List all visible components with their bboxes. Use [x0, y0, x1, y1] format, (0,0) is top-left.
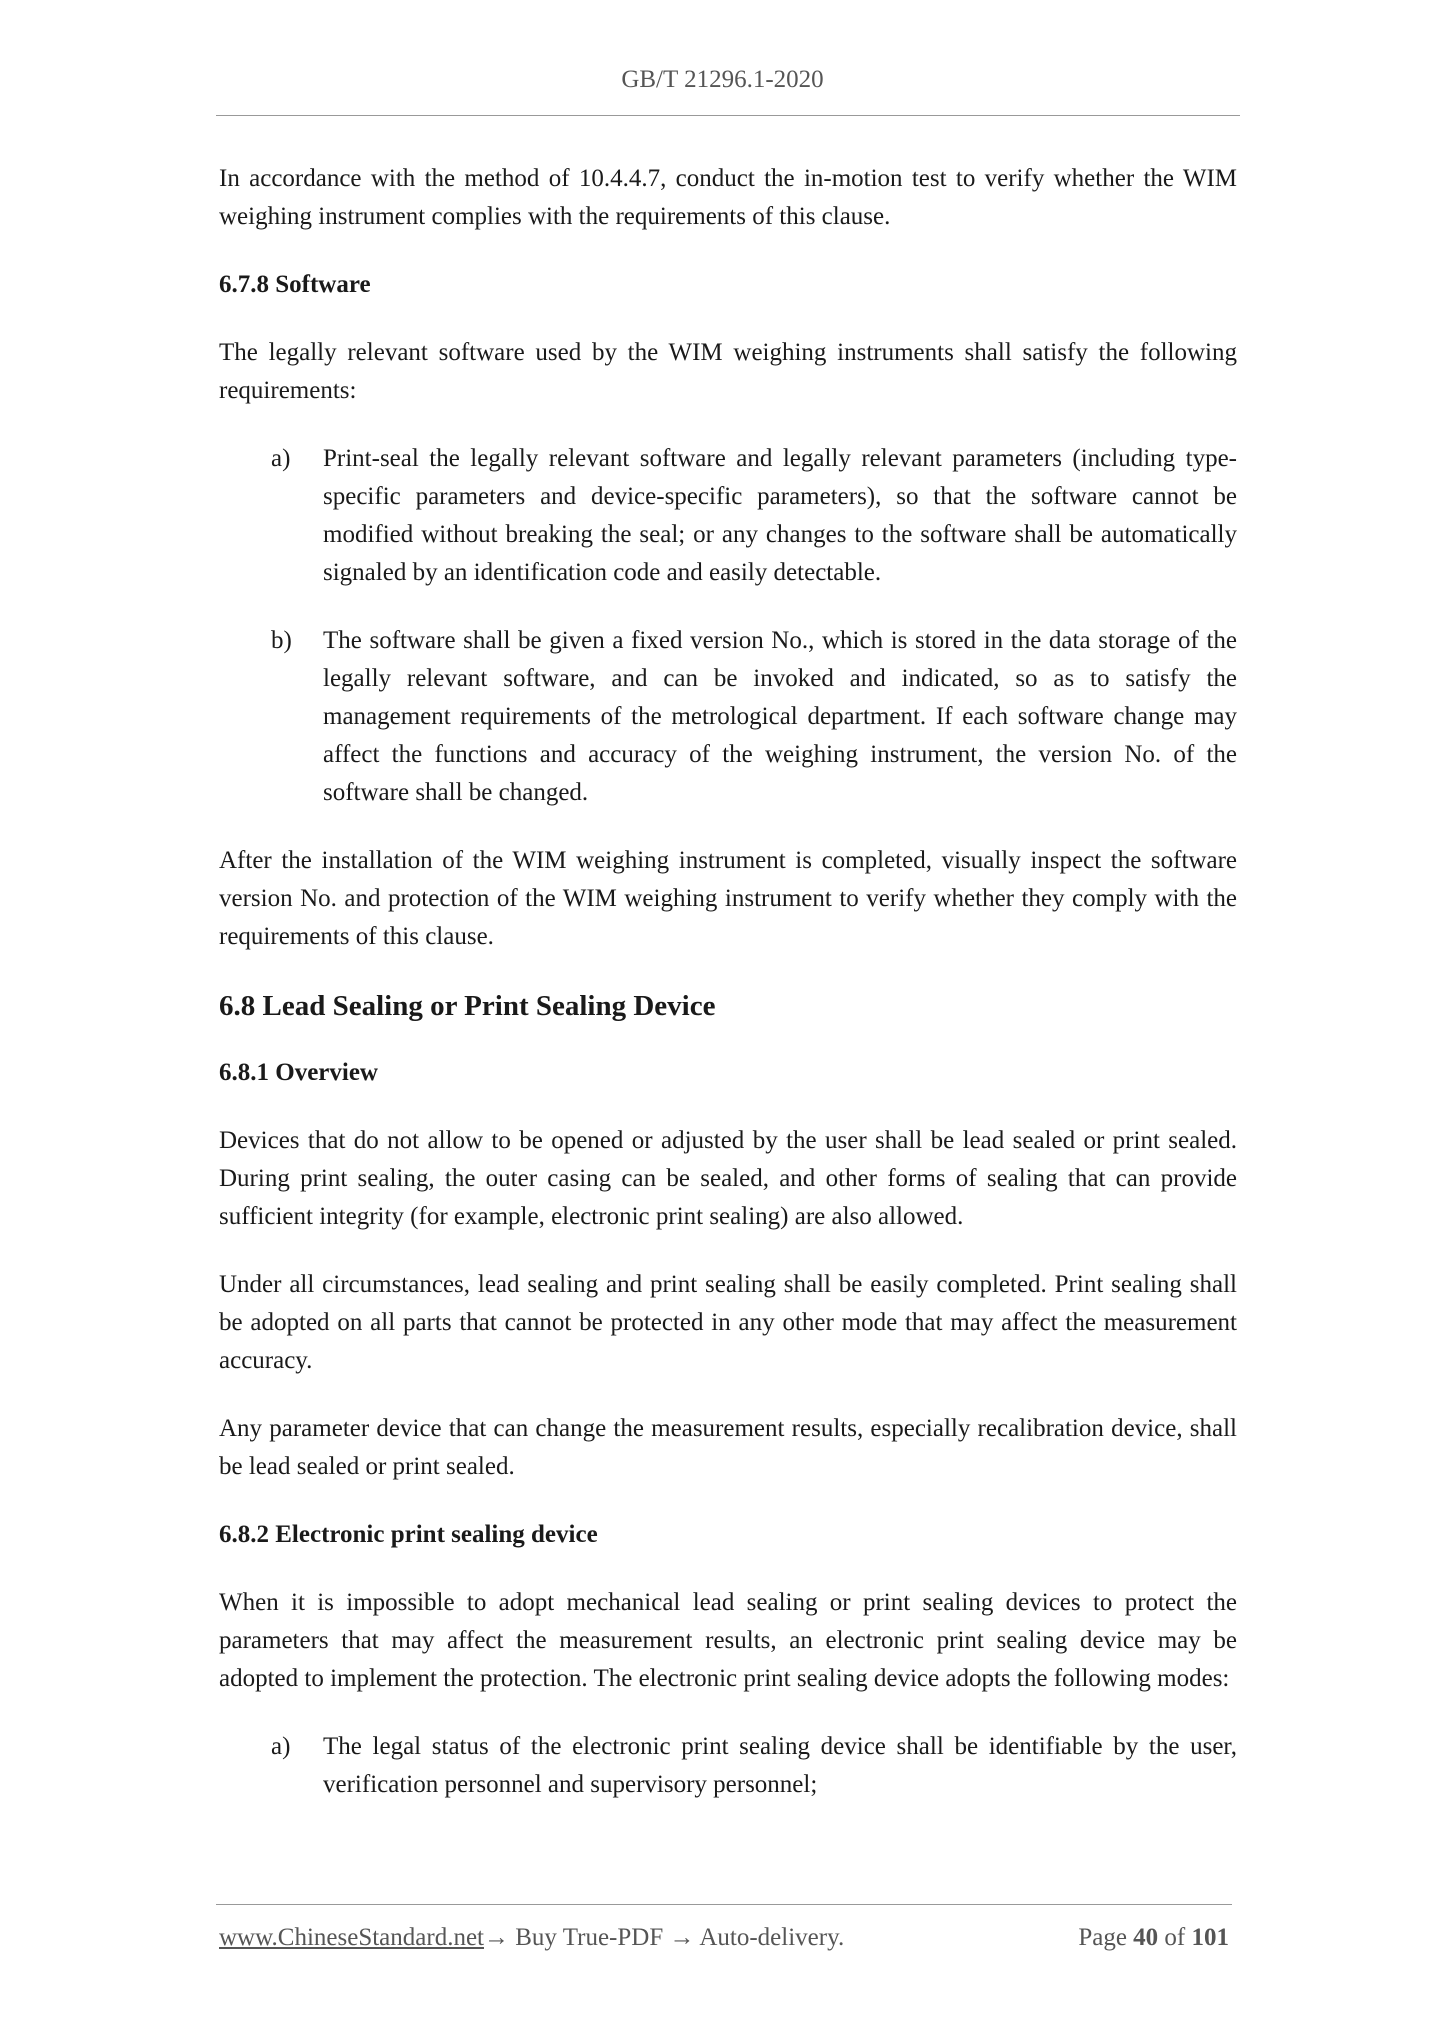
list-item	[219, 440, 1237, 592]
list-item-text: Print-seal the legally relevant software and legally relevant parameters (including type-specific parameters and device-specific parameters), so that the software cannot be modified without breaking the seal; or any changes to the software shall be automatically signaled by an identification code and easily detectable.	[323, 445, 1237, 586]
footer-delivery-text: Auto-delivery.	[694, 1924, 845, 1951]
paragraph-visual-inspection: After the installation of the WIM weighing instrument is completed, visually inspect the software version No. and protection of the WIM weighing instrument to verify whether they comply with the requirements of this clause.	[219, 847, 1237, 950]
paragraph-electronic-sealing: When it is impossible to adopt mechanical lead sealing or print sealing devices to protect the parameters that may affect the measurement results, an electronic print sealing device may be adopted to implement the protection. The electronic print sealing device adopts the following modes:	[219, 1589, 1237, 1692]
footer-divider	[216, 1904, 1232, 1905]
footer-promo	[219, 1924, 844, 1952]
paragraph-sealing-circumstances: Under all circumstances, lead sealing and print sealing shall be easily completed. Print sealing shall be adopted on all parts that cannot be protected in any other mode that may affect the measurement accuracy.	[219, 1271, 1237, 1374]
page-current: 40	[1133, 1924, 1159, 1951]
list-item-text: The software shall be given a fixed version No., which is stored in the data storage of the legally relevant software, and can be invoked and indicated, so as to satisfy the management requirements of the metrological department. If each software change may affect the functions and accuracy of the weighing instrument, the version No. of the software shall be changed.	[323, 627, 1237, 806]
document-body	[219, 160, 1237, 1834]
list-item-label: a)	[271, 1733, 291, 1760]
page-label: Page	[1078, 1924, 1134, 1951]
page-total: 101	[1191, 1924, 1229, 1951]
chinese-standard-link[interactable]: www.ChineseStandard.net	[219, 1924, 484, 1951]
section-heading-6-8: 6.8 Lead Sealing or Print Sealing Device	[219, 990, 716, 1022]
list-item-label: a)	[271, 445, 291, 472]
paragraph-sealing-devices: Devices that do not allow to be opened or adjusted by the user shall be lead sealed or print sealed. During print sealing, the outer casing can be sealed, and other forms of sealing that can provide sufficient integrity (for example, electronic print sealing) are also allowed.	[219, 1127, 1237, 1230]
list-item	[219, 1728, 1237, 1804]
paragraph-parameter-device: Any parameter device that can change the measurement results, especially recalibration device, shall be lead sealed or print sealed.	[219, 1415, 1237, 1480]
page-of-label: of	[1158, 1924, 1192, 1951]
paragraph-in-motion-test: In accordance with the method of 10.4.4.7, conduct the in-motion test to verify whether the WIM weighing instrument complies with the requirements of this clause.	[219, 165, 1237, 230]
section-heading-6-7-8: 6.7.8 Software	[219, 271, 371, 298]
list-item-text: The legal status of the electronic print sealing device shall be identifiable by the user, verification personnel and supervisory personnel;	[323, 1733, 1237, 1798]
document-header-title: GB/T 21296.1-2020	[621, 66, 824, 93]
header-divider	[216, 115, 1240, 116]
arrow-right-icon: →	[669, 1924, 695, 1951]
page-indicator	[1078, 1924, 1229, 1952]
section-heading-6-8-2: 6.8.2 Electronic print sealing device	[219, 1521, 598, 1548]
list-item	[219, 622, 1237, 812]
arrow-right-icon: →	[484, 1924, 509, 1951]
section-heading-6-8-1: 6.8.1 Overview	[219, 1059, 378, 1086]
list-item-label: b)	[271, 627, 292, 654]
footer-buy-text: Buy True-PDF	[509, 1924, 670, 1951]
paragraph-software-requirements: The legally relevant software used by the WIM weighing instruments shall satisfy the following requirements:	[219, 339, 1237, 404]
